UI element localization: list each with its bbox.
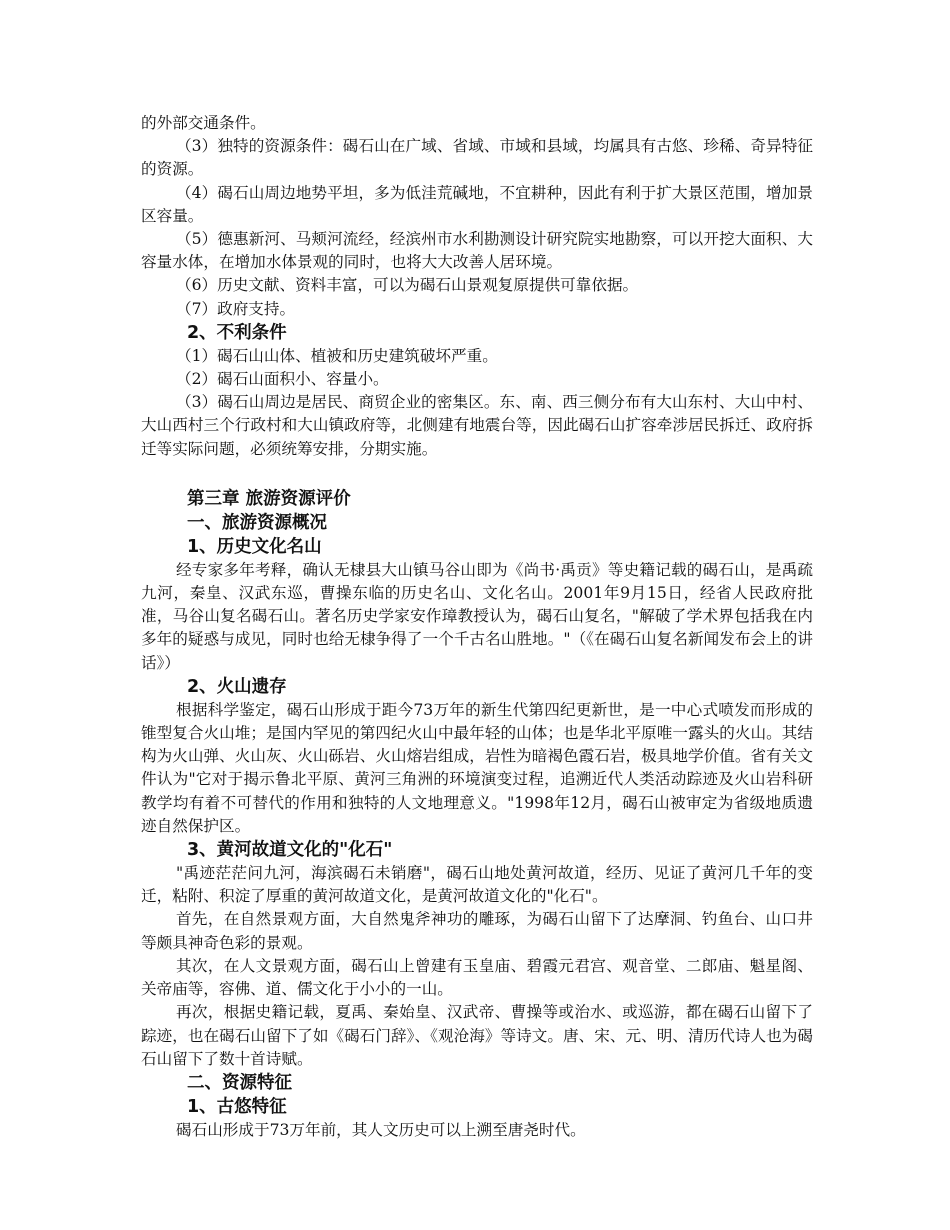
advantage-5: （5）德惠新河、马颊河流经，经滨州市水利勘测设计研究院实地勘察，可以开挖大面积、大容量水体，在增加水体景观的同时，也将大大改善人居环境。 xyxy=(141,230,813,272)
advantage-4: （4）碣石山周边地势平坦，多为低洼荒碱地，不宜耕种，因此有利于扩大景区范围，增加景区容量。 xyxy=(141,183,813,225)
advantage-3: （3）独特的资源条件：碣石山在广域、省域、市域和县域，均属具有古悠、珍稀、奇异特征的资源。 xyxy=(141,137,813,179)
disadvantage-2: （2）碣石山面积小、容量小。 xyxy=(176,370,389,389)
sub1-text: 经专家多年考释，确认无棣县大山镇马谷山即为《尚书·禹贡》等史籍记载的碣石山，是禹疏九河，秦皇、汉武东巡，曹操东临的历史名山、文化名山。2001年9月15日，经省人民政府批准，马谷山复名碣石山。著名历史学家安作璋教授认为，碣石山复名，"解破了学术界包括我在内多年的疑惑与成见，同时也给无棣争得了一个千古名山胜地。"（《在碣石山复名新闻发布会上的讲话》） xyxy=(141,560,813,672)
disadvantage-3: （3）碣石山周边是居民、商贸企业的密集区。东、南、西三侧分布有大山东村、大山中村、大山西村三个行政村和大山镇政府等，北侧建有地震台等，因此碣石山扩容牵涉居民拆迁、政府拆迁等实际问题，必须统筹安排，分期实施。 xyxy=(141,393,813,458)
advantage-7: （7）政府支持。 xyxy=(176,299,296,318)
disadvantage-1: （1）碣石山山体、植被和历史建筑破坏严重。 xyxy=(176,346,498,365)
sub2-text: 根据科学鉴定，碣石山形成于距今73万年的新生代第四纪更新世，是一中心式喷发而形成的锥型复合火山堆；是国内罕见的第四纪火山中最年轻的山体；也是华北平原唯一露头的火山。其结构为火山弹、火山灰、火山砾岩、火山熔岩组成，岩性为暗褐色霞石岩，极具地学价值。省有关文件认为"它对于揭示鲁北平原、黄河三角洲的环境演变过程，追溯近代人类活动踪迹及火山岩科研教学均有着不可替代的作用和独特的人文地理意义。"1998年12月，碣石山被审定为省级地质遗迹自然保护区。 xyxy=(141,700,813,835)
disadvantages-heading: 2、不利条件 xyxy=(187,322,287,343)
sub4-text: 碣石山形成于73万年前，其人文历史可以上溯至唐尧时代。 xyxy=(176,1120,586,1139)
section-spacer xyxy=(141,461,813,487)
sub3-para-2: 首先，在自然景观方面，大自然鬼斧神功的雕琢，为碣石山留下了达摩洞、钓鱼台、山口井等颇具神奇色彩的景观。 xyxy=(141,910,813,952)
sub3-para-4: 再次，根据史籍记载，夏禹、秦始皇、汉武帝、曹操等或治水、或巡游，都在碣石山留下了踪迹，也在碣石山留下了如《碣石门辞》、《观沧海》等诗文。唐、宋、元、明、清历代诗人也为碣石山留下了数十首诗赋。 xyxy=(141,1003,813,1068)
advantage-6: （6）历史文献、资料丰富，可以为碣石山景观复原提供可靠依据。 xyxy=(176,276,639,295)
sub3-title: 3、黄河故道文化的"化石" xyxy=(187,840,393,861)
continuation-text: 的外部交通条件。 xyxy=(141,114,266,132)
sub3-para-1: "禹迹茫茫问九河，海滨碣石未销磨"，碣石山地处黄河故道，经历、见证了黄河几千年的变迁，粘附、积淀了厚重的黄河故道文化，是黄河故道文化的"化石"。 xyxy=(141,864,813,906)
document-page xyxy=(141,112,813,1142)
section2-title: 二、资源特征 xyxy=(187,1072,292,1093)
sub3-para-3: 其次，在人文景观方面，碣石山上曾建有玉皇庙、碧霞元君宫、观音堂、二郎庙、魁星阁、关帝庙等，容佛、道、儒文化于小小的一山。 xyxy=(141,956,813,999)
sub1-title: 1、历史文化名山 xyxy=(187,536,322,557)
section1-title: 一、旅游资源概况 xyxy=(187,512,327,533)
chapter-title: 第三章 旅游资源评价 xyxy=(187,488,351,509)
sub2-title: 2、火山遗存 xyxy=(187,676,287,697)
sub4-title: 1、古悠特征 xyxy=(187,1096,287,1117)
